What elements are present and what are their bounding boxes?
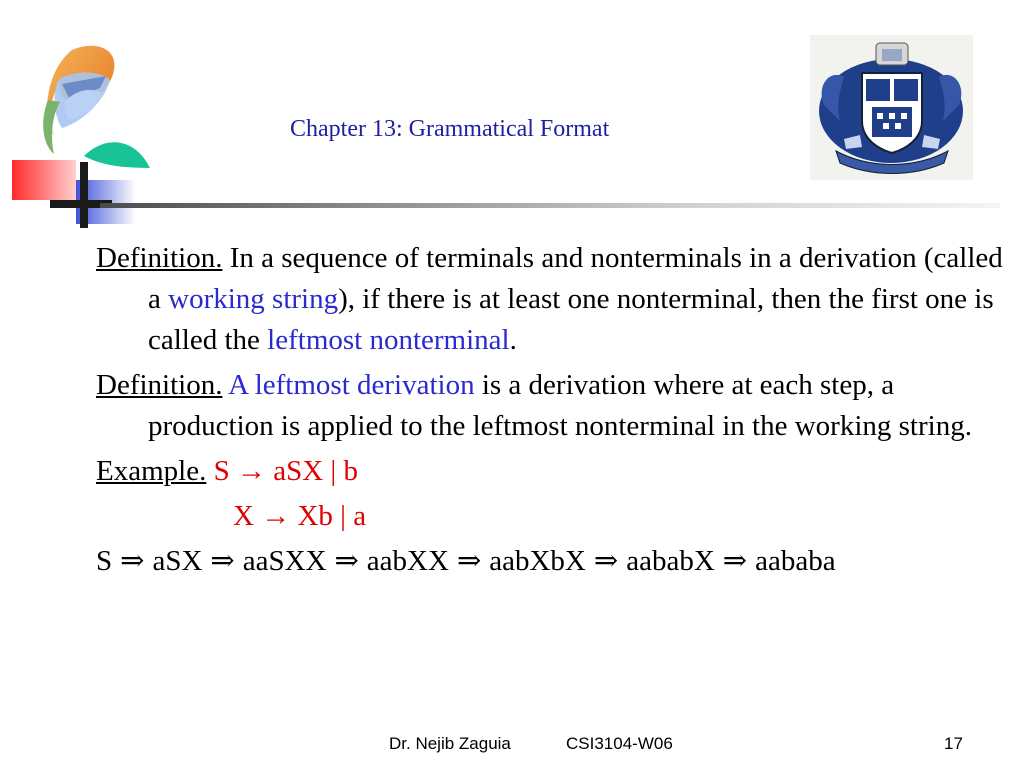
leftmost-derivation-sequence bbox=[96, 541, 1006, 582]
definition-text: is a derivation where at each step, a production is applied to the leftmost nonterminal in the working string. bbox=[148, 369, 972, 442]
derives-arrow-icon: ⇒ bbox=[593, 545, 619, 577]
definition-working-string bbox=[96, 238, 1006, 361]
derivation-step: aabXbX bbox=[489, 545, 586, 577]
rule-lhs: S bbox=[213, 455, 230, 487]
definition-label: Definition. bbox=[96, 242, 223, 274]
slide-title: Chapter 13: Grammatical Format bbox=[290, 116, 610, 142]
derives-arrow-icon: ⇒ bbox=[722, 545, 748, 577]
definition-text: . bbox=[509, 324, 517, 356]
derivation-step: aSX bbox=[152, 545, 203, 577]
derives-arrow-icon: ⇒ bbox=[456, 545, 482, 577]
rule-arrow-icon: → bbox=[236, 455, 266, 487]
definition-label: Definition. bbox=[96, 369, 223, 401]
rule-lhs: X bbox=[233, 500, 254, 532]
grammar-rule-s bbox=[214, 455, 358, 487]
rule-arrow-icon: → bbox=[261, 500, 291, 532]
derivation-step: aababX bbox=[626, 545, 715, 577]
derivation-step: S bbox=[96, 545, 113, 577]
derivation-step: aaSXX bbox=[242, 545, 327, 577]
derives-arrow-icon: ⇒ bbox=[334, 545, 359, 577]
example-label: Example. bbox=[96, 455, 207, 487]
derivation-step: aabXX bbox=[366, 545, 449, 577]
example-line bbox=[96, 451, 1006, 492]
definition-text: In a sequence of terminals and nonterminals in a derivation (called a bbox=[148, 242, 1003, 315]
definition-leftmost-derivation bbox=[96, 365, 1006, 447]
rule-rhs: Xb | a bbox=[297, 500, 367, 532]
definition-text: ), if there is at least one nonterminal, then the first one is called the bbox=[148, 283, 994, 356]
derives-arrow-icon: ⇒ bbox=[210, 545, 235, 577]
term-working-string: working string bbox=[168, 283, 339, 315]
rule-rhs: aSX | b bbox=[273, 455, 358, 487]
derivation-step: aababa bbox=[755, 545, 836, 577]
grammar-rule-x bbox=[233, 496, 1006, 537]
footer-author: Dr. Nejib Zaguia bbox=[389, 734, 511, 753]
decorative-logo bbox=[10, 40, 155, 230]
university-crest-image bbox=[810, 35, 973, 180]
slide-body bbox=[96, 238, 1006, 586]
header-divider bbox=[100, 203, 1000, 208]
term-leftmost-derivation: A leftmost derivation bbox=[228, 369, 475, 401]
footer-page-number: 17 bbox=[944, 734, 963, 753]
footer-course: CSI3104-W06 bbox=[566, 734, 673, 753]
term-leftmost-nonterminal: leftmost nonterminal bbox=[267, 324, 510, 356]
derives-arrow-icon: ⇒ bbox=[120, 545, 145, 577]
